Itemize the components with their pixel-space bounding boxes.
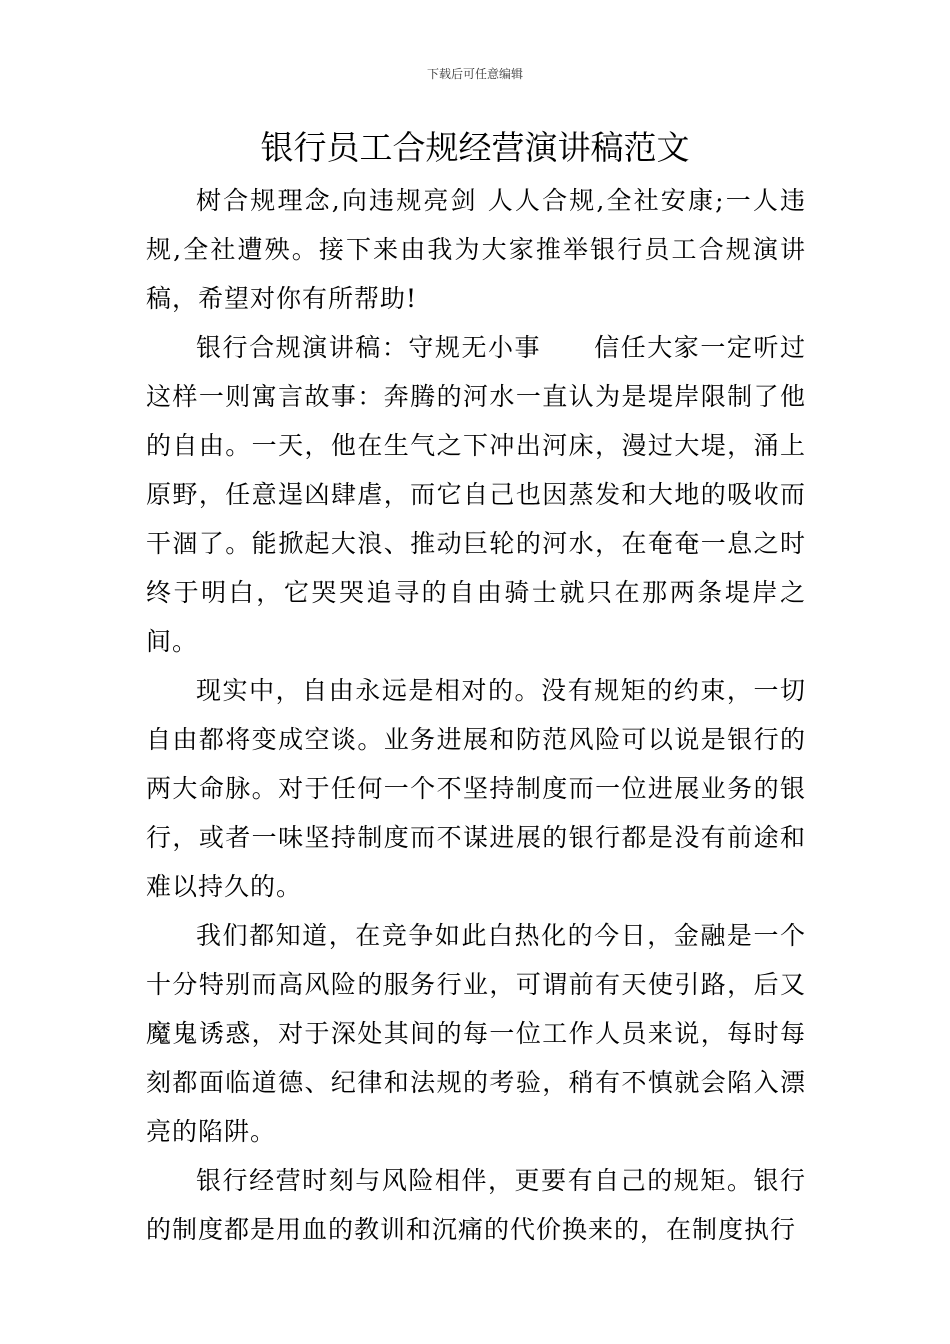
document-title: 银行员工合规经营演讲稿范文: [260, 128, 690, 167]
paragraph-fable: 银行合规演讲稿：守规无小事 信任大家一定听过这样一则寓言故事：奔腾的河水一直认为是堤岸限制了他的自由。一天，他在生气之下冲出河床，漫过大堤，涌上原野，任意逞凶肆虐，而它自己也因蒸发和大地的吸收而干涸了。能掀起大浪、推动巨轮的河水，在奄奄一息之时终于明白，它哭哭追寻的自由骑士就只在那两条堤岸之间。: [146, 333, 806, 656]
paragraph-intro: 树合规理念,向违规亮剑 人人合规,全社安康;一人违规,全社遭殃。接下来由我为大家推举银行员工合规演讲稿，希望对你有所帮助!: [146, 186, 806, 313]
paragraph-competition: 我们都知道，在竞争如此白热化的今日，金融是一个十分特别而高风险的服务行业，可谓前有天使引路，后又魔鬼诱惑，对于深处其间的每一位工作人员来说，每时每刻都面临道德、纪律和法规的考验，稍有不慎就会陷入漂亮的陷阱。: [146, 921, 806, 1146]
document-body: [146, 176, 806, 1254]
paragraph-risk: 银行经营时刻与风险相伴，更要有自己的规矩。银行的制度都是用血的教训和沉痛的代价换来的，在制度执行: [146, 1166, 806, 1244]
paragraph-reality: 现实中，自由永远是相对的。没有规矩的约束，一切自由都将变成空谈。业务进展和防范风险可以说是银行的两大命脉。对于任何一个不坚持制度而一位进展业务的银行，或者一味坚持制度而不谋进展的银行都是没有前途和难以持久的。: [146, 676, 806, 901]
header-note: 下载后可任意编辑: [426, 67, 523, 81]
